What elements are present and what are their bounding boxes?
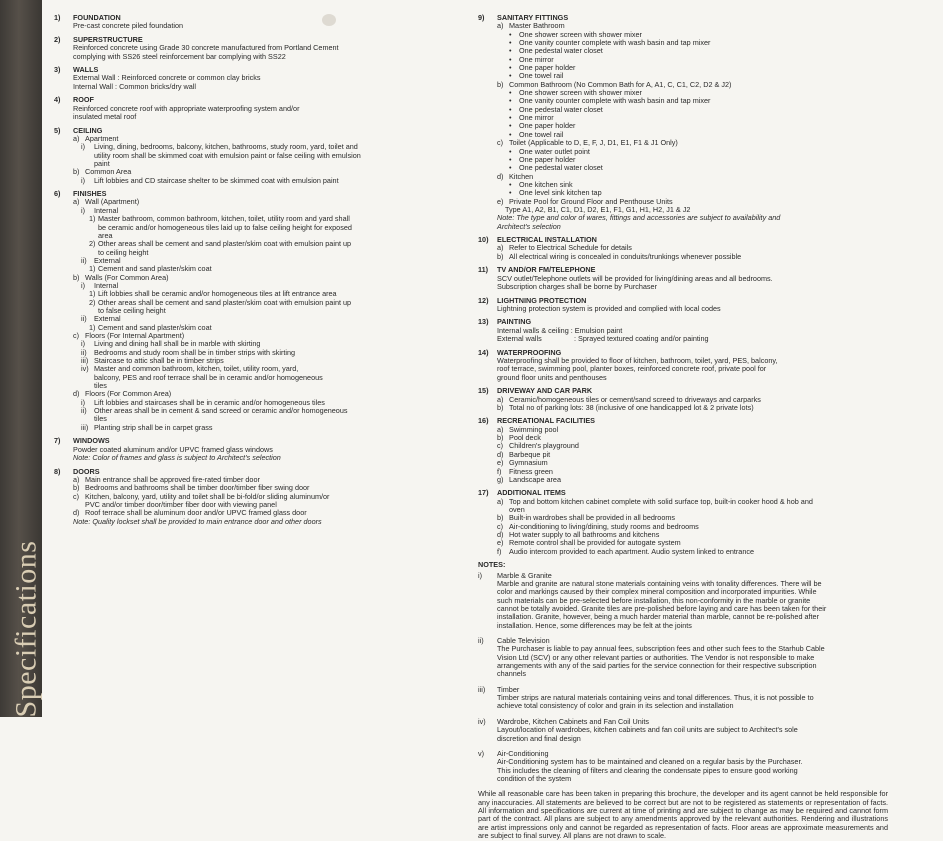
item-marker: iii) — [81, 356, 89, 365]
section-title: ROOF — [73, 95, 94, 105]
item-marker: a) — [73, 474, 80, 484]
note-title: Air-Conditioning — [497, 748, 549, 758]
section-note: Note: Quality lockset shall be provided to main entrance door and other doors — [73, 516, 322, 526]
section-title: ELECTRICAL INSTALLATION — [497, 235, 597, 245]
section-text: roof terrace, swimming pool, planter boxes, reinforced concrete roof, private pool for — [497, 364, 767, 374]
item-text: Planting strip shall be in carpet grass — [94, 422, 213, 432]
item-label: Common Area — [85, 167, 132, 177]
note-text: Layout/location of wardrobes, kitchen cabinets and fan coil units are subject to Architect's sole — [497, 725, 798, 735]
section-number: 8) — [54, 466, 61, 476]
item-marker: a) — [497, 243, 504, 253]
item-text: Hot water supply to all bathrooms and kitchens — [509, 530, 660, 540]
section-text: Waterproofing shall be provided to floor of kitchen, bathroom, toilet, yard, PES, balcony, — [497, 356, 778, 365]
item-marker: i) — [81, 339, 86, 349]
section-number: 11) — [478, 265, 489, 275]
item-text: Refer to Electrical Schedule for details — [509, 243, 632, 253]
item-text: Other areas shall be cement and sand plaster/skim coat with emulsion paint up — [98, 297, 352, 307]
item-label: Private Pool for Ground Floor and Penthouse Units — [509, 196, 673, 206]
item-text: Lift lobbies and staircases shall be in ceramic and/or homogeneous tiles — [94, 397, 325, 407]
item-marker: 2) — [89, 297, 96, 307]
section-text: Reinforced concrete roof with appropriate waterproofing system and/or — [73, 103, 300, 113]
bullet-item: One shower screen with shower mixer — [519, 88, 642, 98]
item-text: Staircase to attic shall be in timber strips — [94, 356, 224, 365]
section-note: Note: Color of frames and glass is subject to Architect's selection — [73, 452, 281, 462]
section-text: Powder coated aluminum and/or UPVC framed glass windows — [73, 444, 273, 454]
item-marker: g) — [497, 474, 504, 484]
section-title: PAINTING — [497, 317, 532, 327]
item-marker: ii) — [81, 314, 87, 324]
note-cable-television — [478, 637, 888, 679]
notes-heading: NOTES: — [478, 560, 506, 570]
item-text: Children's playground — [509, 441, 579, 451]
item-text: balcony, PES and roof terrace shall be in ceramic and/or homogeneous — [94, 372, 323, 382]
item-text: Living, dining, bedrooms, balcony, kitchen, bathrooms, study room, yard, toilet and — [94, 142, 358, 152]
item-text: utility room shall be skimmed coat with emulsion paint or false ceiling with emulsion — [94, 150, 361, 160]
item-text: Swimming pool — [509, 424, 559, 434]
item-label: Wall (Apartment) — [85, 197, 140, 207]
section-title: SANITARY FITTINGS — [497, 13, 569, 22]
note-text: Air-Conditioning system has to be maintained and cleaned on a regular basis by the Purchaser. — [497, 757, 803, 767]
item-marker: c) — [497, 441, 504, 451]
bullet-item: One paper holder — [519, 154, 576, 164]
section-painting — [478, 318, 888, 343]
section-text: insulated metal roof — [73, 112, 137, 121]
item-text: tiles — [94, 381, 107, 391]
section-roof — [54, 96, 454, 121]
section-title: TV AND/OR FM/TELEPHONE — [497, 265, 596, 275]
item-marker: iii) — [81, 422, 89, 432]
item-marker: ii) — [81, 347, 87, 357]
item-text: Master bathroom, common bathroom, kitchen, toilet, utility room and yard shall — [98, 214, 350, 224]
section-title: SUPERSTRUCTURE — [73, 34, 143, 44]
item-text: Cement and sand plaster/skim coat — [98, 322, 212, 332]
item-marker: a) — [497, 496, 504, 506]
item-marker: iv) — [81, 364, 89, 374]
section-foundation — [54, 14, 454, 31]
bullet-item: One pedestal water closet — [519, 46, 603, 56]
note-marker: ii) — [478, 636, 484, 646]
item-marker: b) — [497, 79, 504, 89]
note-timber — [478, 686, 888, 711]
section-text: External walls : Sprayed textured coating and/or painting — [497, 334, 709, 344]
bullet-item: One mirror — [519, 113, 554, 123]
item-marker: i) — [81, 205, 86, 215]
item-marker: 1) — [89, 289, 96, 299]
item-marker: i) — [81, 397, 86, 407]
section-title: DRIVEWAY AND CAR PARK — [497, 386, 593, 396]
item-marker: a) — [497, 394, 504, 404]
bullet-item: One towel rail — [519, 129, 564, 139]
section-note: Note: The type and color of wares, fittings and accessories are subject to availability and — [497, 213, 781, 223]
section-title: WINDOWS — [73, 436, 110, 446]
item-marker: a) — [73, 197, 80, 207]
item-marker: 1) — [89, 322, 96, 332]
item-text: Gymnasium — [509, 458, 548, 468]
item-text: Total no of parking lots: 38 (inclusive of one handicapped lot & 2 private lots) — [509, 402, 754, 412]
item-text: Cement and sand plaster/skim coat — [98, 264, 212, 274]
bullet-item: One kitchen sink — [519, 179, 573, 189]
item-text: Built-in wardrobes shall be provided in all bedrooms — [509, 513, 676, 523]
section-number: 4) — [54, 95, 61, 105]
bullet-item: One paper holder — [519, 121, 576, 131]
note-text: discretion and final design — [497, 733, 581, 743]
note-text: This includes the cleaning of filters and clearing the condensate pipes to ensure good working — [497, 765, 798, 775]
note-title: Marble & Granite — [497, 570, 552, 580]
section-number: 17) — [478, 488, 489, 498]
section-text: Subscription charges shall be borne by Purchaser — [497, 282, 657, 292]
item-label: Master Bathroom — [509, 21, 565, 31]
section-title: FOUNDATION — [73, 13, 121, 22]
item-marker: b) — [497, 402, 504, 412]
item-text: Other areas shall be cement and sand plaster/skim coat with emulsion paint up — [98, 239, 352, 249]
note-marble-granite — [478, 572, 888, 630]
item-marker: ii) — [81, 406, 87, 416]
item-marker: c) — [73, 330, 80, 340]
section-windows — [54, 437, 454, 462]
item-label: Internal — [94, 280, 119, 290]
item-marker: ii) — [81, 255, 87, 265]
item-text: Air-conditioning to living/dining, study rooms and bedrooms — [509, 521, 699, 531]
section-title: WALLS — [73, 65, 99, 75]
note-marker: v) — [478, 748, 485, 758]
item-label: Common Bathroom (No Common Bath for A, A1, C, C1, C2, D2 & J2) — [509, 79, 732, 89]
section-number: 3) — [54, 65, 61, 75]
section-number: 15) — [478, 386, 489, 396]
section-tv-telephone — [478, 266, 888, 291]
note-title: Timber — [497, 684, 520, 694]
note-text: cannot be totally avoided. Granite tiles are pre-polished before laying and care has been taken for their — [497, 604, 827, 614]
section-sanitary-fittings: 9) SANITARY FITTINGS a) Master Bathroom • One shower screen with shower mixer • One vanity counter complete with wash basin and tap mixer • One pedestal water closet • One mirror • One paper holder • One towel rail b) Common Bathroom (No Common Bath for A, A1, C, C1, C2, D2 & J2) • One shower screen with shower mixer • One vanity counter complete with wash basin and tap mixer • One pedestal water closet • One mirror • One paper holder • One towel rail c) Toilet (Applicable to D, E, F, J, D1, E1, F1 & J1 Only) • One water outlet point • One paper holder • One pedestal water closet d) Kitchen • One kitchen sink • One level sink kitchen tap e) Private Pool for Ground Floor and Penthouse Units Type A1, A2, B1, C1, D1, D2, E1, F1, G1, H1, H2, J1 & J2 Note: The type and color of wares, fittings and accessories are subject to availability and Architect's selection — [478, 14, 888, 231]
section-number: 13) — [478, 317, 489, 327]
section-ceiling — [54, 127, 454, 185]
bullet-item: One vanity counter complete with wash basin and tap mixer — [519, 96, 711, 106]
item-text: oven — [509, 505, 525, 515]
item-label: External — [94, 314, 121, 324]
section-title: DOORS — [73, 466, 100, 476]
section-text: ground floor units and penthouses — [497, 372, 607, 382]
section-number: 9) — [478, 13, 485, 22]
item-marker: d) — [497, 171, 504, 181]
item-marker: 1) — [89, 214, 96, 224]
item-label: Internal — [94, 205, 119, 215]
note-wardrobe-kitchen-fan-coil — [478, 718, 888, 743]
item-marker: d) — [497, 449, 504, 459]
section-number: 5) — [54, 125, 61, 135]
section-number: 14) — [478, 347, 489, 357]
item-text: Bedrooms and study room shall be in timber strips with skirting — [94, 347, 296, 357]
item-marker: a) — [497, 21, 504, 31]
item-text: Landscape area — [509, 474, 561, 484]
note-marker: i) — [478, 570, 483, 580]
item-text: to false ceiling height — [98, 305, 166, 315]
bullet-item: One shower screen with shower mixer — [519, 29, 642, 39]
item-marker: f) — [497, 546, 502, 556]
section-text: Internal walls & ceiling : Emulsion paint — [497, 325, 623, 335]
note-title: Cable Television — [497, 636, 550, 646]
item-label: Kitchen — [509, 171, 534, 181]
note-text: such materials can be pre-selected before installation, this non-conformity in the marble or granite — [497, 595, 811, 605]
item-marker: d) — [73, 508, 80, 518]
bullet-item: One pedestal water closet — [519, 104, 603, 114]
section-number: 6) — [54, 189, 61, 199]
item-text: Top and bottom kitchen cabinet complete with solid surface top, built-in cooker hood & hob and — [509, 496, 813, 506]
note-marker: iv) — [478, 716, 486, 726]
section-recreational-facilities — [478, 417, 888, 484]
item-marker: b) — [497, 513, 504, 523]
item-label: Floors (For Common Area) — [85, 389, 172, 399]
section-doors — [54, 468, 454, 526]
bullet-item: One mirror — [519, 54, 554, 64]
note-text: arrangements with any of the said parties for the service connection for their respective subscription — [497, 661, 817, 671]
item-text: Bedrooms and bathrooms shall be timber door/timber fiber swing door — [85, 483, 310, 493]
item-marker: b) — [497, 251, 504, 261]
item-marker: a) — [497, 424, 504, 434]
item-text: Main entrance shall be approved fire-rated timber door — [85, 474, 260, 484]
item-marker: 1) — [89, 264, 96, 274]
item-text: Ceramic/homogeneous tiles or cement/sand screed to driveways and carparks — [509, 394, 761, 404]
note-text: color and markings caused by their complex mineral composition and incorporated impurities. While — [497, 587, 817, 597]
note-text: condition of the system — [497, 773, 572, 783]
section-title: ADDITIONAL ITEMS — [497, 488, 566, 498]
disclaimer-paragraph: While all reasonable care has been taken in preparing this brochure, the developer and its agent cannot be held responsible for any inaccuracies. All statements are believed to be correct but are not to be registered as statements or representation of facts. All information and specifications are current at time of printing and are subject to change as may be required and cannot form part of the contract. All plans are subject to any amendments approved by the relevant authorities. Rendering and illustrations are artist impressions only and cannot be regarded as representation of facts. Floor areas are approximate measurements and are subject to final survey. All plans are not drawn to scale. — [478, 789, 888, 841]
item-marker: e) — [497, 458, 504, 468]
section-finishes — [54, 190, 454, 432]
item-marker: i) — [81, 142, 86, 152]
section-superstructure — [54, 36, 454, 61]
section-number: 12) — [478, 295, 489, 305]
bullet-item: One water outlet point — [519, 146, 590, 156]
item-text: Barbeque pit — [509, 449, 551, 459]
section-title: LIGHTNING PROTECTION — [497, 295, 587, 305]
section-number: 7) — [54, 436, 61, 446]
section-note: Architect's selection — [497, 221, 561, 231]
item-marker: b) — [73, 483, 80, 493]
note-text: installation. Granite, however, being a much harder material than marble, cannot be re-polished after — [497, 612, 819, 622]
bullet-item: One paper holder — [519, 63, 576, 73]
bullet-item: One vanity counter complete with wash basin and tap mixer — [519, 38, 711, 48]
item-marker: b) — [73, 272, 80, 282]
item-marker: d) — [73, 389, 80, 399]
item-marker: b) — [497, 433, 504, 443]
section-number: 10) — [478, 235, 489, 245]
item-label: Toilet (Applicable to D, E, F, J, D1, E1, F1 & J1 Only) — [509, 138, 678, 148]
item-text: area — [98, 230, 113, 240]
item-text: PVC and/or timber door/timber fiber door with viewing panel — [85, 499, 277, 509]
section-title: CEILING — [73, 125, 103, 135]
section-text: Internal Wall : Common bricks/dry wall — [73, 81, 197, 91]
item-text: Roof terrace shall be aluminum door and/or UPVC framed glass door — [85, 508, 307, 518]
item-marker: c) — [73, 491, 80, 501]
section-waterproofing — [478, 349, 888, 382]
item-marker: f) — [497, 466, 502, 476]
section-driveway-car-park — [478, 387, 888, 412]
note-text: channels — [497, 669, 527, 679]
section-text: Lightning protection system is provided and complied with local codes — [497, 303, 721, 313]
item-label: Floors (For Internal Apartment) — [85, 330, 185, 340]
item-text: All electrical wiring is concealed in conduits/trunkings whenever possible — [509, 251, 742, 261]
item-text: paint — [94, 158, 110, 168]
item-marker: d) — [497, 530, 504, 540]
section-text: complying with SS26 steel reinforcement bar complying with SS22 — [73, 51, 286, 61]
note-text: The Purchaser is liable to pay annual fees, subscription fees and other such fees to the Starhub Cable — [497, 644, 825, 654]
section-text: SCV outlet/Telephone outlets will be provided for living/dining areas and all bedrooms. — [497, 273, 773, 283]
item-text: Kitchen, balcony, yard, utility and toilet shall be bi-fold/or sliding aluminum/or — [85, 491, 330, 501]
sidebar-title-text: Specifications — [9, 540, 43, 717]
item-text: Remote control shall be provided for autogate system — [509, 538, 681, 548]
item-marker: i) — [81, 175, 86, 185]
left-column — [54, 14, 454, 531]
section-walls — [54, 66, 454, 91]
bullet-item: One towel rail — [519, 71, 564, 81]
item-marker: e) — [497, 538, 504, 548]
item-text: Type A1, A2, B1, C1, D1, D2, E1, F1, G1, H1, H2, J1 & J2 — [505, 204, 691, 214]
section-text: External Wall : Reinforced concrete or common clay bricks — [73, 73, 261, 83]
note-marker: iii) — [478, 684, 486, 694]
item-text: Audio intercom provided to each apartment. Audio system linked to entrance — [509, 546, 755, 556]
bullet-item: One pedestal water closet — [519, 163, 603, 173]
note-text: Marble and granite are natural stone materials containing veins with tonality differences. There will be — [497, 579, 822, 588]
note-air-conditioning — [478, 750, 888, 783]
item-text: Lift lobbies and CD staircase shelter to be skimmed coat with emulsion paint — [94, 175, 339, 185]
item-text: Master and common bathroom, kitchen, toilet, utility room, yard, — [94, 364, 299, 374]
item-marker: c) — [497, 138, 504, 148]
item-marker: a) — [73, 133, 80, 143]
item-marker: 2) — [89, 239, 96, 249]
item-label: Apartment — [85, 133, 119, 143]
section-number: 2) — [54, 34, 61, 44]
item-marker: b) — [73, 167, 80, 177]
note-text: achieve total consistency of color and grain in its selection and installation — [497, 701, 734, 711]
section-title: WATERPROOFING — [497, 347, 562, 357]
section-lightning-protection — [478, 297, 888, 314]
item-text: Pool deck — [509, 433, 541, 443]
item-label: External — [94, 255, 121, 265]
section-text: Pre-cast concrete piled foundation — [73, 21, 184, 31]
item-text: Lift lobbies shall be ceramic and/or homogeneous tiles at lift entrance area — [98, 289, 337, 299]
note-text: Timber strips are natural materials containing veins and tonal differences. Thus, it is not possible to — [497, 693, 814, 703]
item-text: Fitness green — [509, 466, 553, 476]
section-text: Reinforced concrete using Grade 30 concrete manufactured from Portland Cement — [73, 43, 339, 53]
note-text: Vision Ltd (SCV) or any other relevant parties or authorities. The Vendor is not responsible to make — [497, 652, 815, 662]
section-electrical-installation — [478, 236, 888, 261]
item-label: Walls (For Common Area) — [85, 272, 169, 282]
sidebar-title — [9, 540, 43, 717]
note-title: Wardrobe, Kitchen Cabinets and Fan Coil Units — [497, 716, 650, 726]
item-marker: i) — [81, 280, 86, 290]
item-marker: c) — [497, 521, 504, 531]
item-text: Other areas shall be in cement & sand screed or ceramic and/or homogeneous — [94, 406, 348, 416]
item-text: Living and dining hall shall be in marble with skirting — [94, 339, 261, 349]
item-text: to ceiling height — [98, 247, 149, 257]
section-additional-items — [478, 489, 888, 556]
item-text: tiles — [94, 414, 107, 424]
note-text: installation. Hence, some differences may be felt at the joints — [497, 620, 692, 630]
item-marker: e) — [497, 196, 504, 206]
section-title: FINISHES — [73, 189, 107, 199]
bullet-item: One level sink kitchen tap — [519, 188, 602, 198]
section-number: 16) — [478, 416, 489, 426]
item-text: be ceramic and/or homogeneous tiles laid up to false ceiling height for exposed — [98, 222, 352, 232]
section-title: RECREATIONAL FACILITIES — [497, 416, 596, 426]
section-number: 1) — [54, 13, 61, 22]
